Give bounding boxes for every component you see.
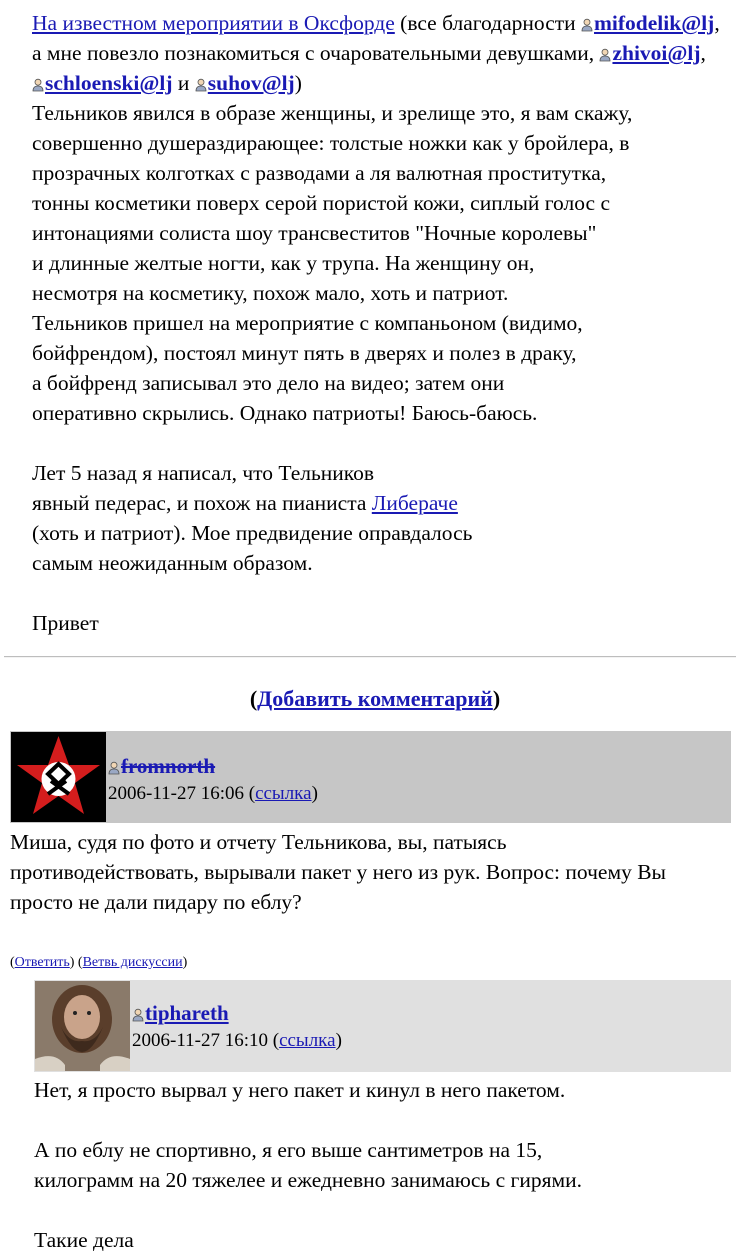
oxford-event-link[interactable]: На известном мероприятии в Оксфорде xyxy=(32,11,395,35)
comment-author[interactable]: fromnorth xyxy=(108,754,215,778)
journal-entry xyxy=(32,8,732,638)
user-icon xyxy=(195,78,207,92)
entry-divider xyxy=(4,656,736,658)
user-icon xyxy=(581,18,593,32)
entry-closing: Привет xyxy=(32,611,99,635)
lj-user-suhov[interactable]: suhov@lj xyxy=(195,71,295,95)
add-comment-link[interactable]: Добавить комментарий xyxy=(257,686,493,711)
comment-date: 2006-11-27 16:10 xyxy=(132,1030,268,1051)
comment-meta: fromnorth 2006-11-27 16:06 (ссылка) xyxy=(108,754,318,804)
bearded-man-avatar[interactable] xyxy=(35,981,130,1071)
entry-paragraph-2: Лет 5 назад я написал, что Тельников явный педерас, и похож на пианиста Либераче (хоть и патриот). Мое предвидение оправдалось самым неожиданным образом. xyxy=(32,461,473,575)
comment-actions: (Ответить) (Ветвь дискуссии) xyxy=(10,955,188,970)
reply-link[interactable]: Ответить xyxy=(14,955,70,970)
comment-date: 2006-11-27 16:06 xyxy=(108,783,244,804)
red-star-avatar[interactable] xyxy=(11,732,106,822)
comment-permalink[interactable]: ссылка xyxy=(279,1030,336,1051)
thread-link[interactable]: Ветвь дискуссии xyxy=(82,955,183,970)
lj-user-schloenski[interactable]: schloenski@lj xyxy=(32,71,173,95)
comment-body-tiphareth: Нет, я просто вырвал у него пакет и кинул в него пакетом. А по еблу не спортивно, я его выше сантиметров на 15, килограмм на 20 тяжелее и ежедневно занимаюсь с гирями. Такие дела xyxy=(34,1078,582,1252)
comment-permalink[interactable]: ссылка xyxy=(255,783,312,804)
user-icon xyxy=(108,761,120,775)
liberace-link[interactable]: Либераче xyxy=(371,491,458,515)
comment-header-tiphareth xyxy=(34,980,731,1072)
comment-meta: tiphareth 2006-11-27 16:10 (ссылка) xyxy=(132,1001,342,1051)
comment-body-fromnorth: Миша, судя по фото и отчету Тельникова, вы, патыясь противодействовать, вырывали пакет у него из рук. Вопрос: почему Вы просто не дали пидару по еблу? xyxy=(10,830,666,914)
user-icon xyxy=(132,1008,144,1022)
lj-user-zhivoi[interactable]: zhivoi@lj xyxy=(599,41,700,65)
comment-author[interactable]: tiphareth xyxy=(132,1001,229,1025)
user-icon xyxy=(32,78,44,92)
add-comment-area: (Добавить комментарий) xyxy=(249,686,501,711)
user-icon xyxy=(599,48,611,62)
entry-paragraph-1: На известном мероприятии в Оксфорде (все благодарности mifodelik@lj, а мне повезло познакомиться с очаровательными девушками, zhivoi@lj, schloenski@lj и suhov@lj) Тельников явился в образе женщины, и зрелище это, я вам скажу, совершенно душераздирающее: толстые ножки как у бройлера, в прозрачных колготках с разводами а ля валютная проститутка, тонны косметики поверх серой пористой кожи, сиплый голос с интонациями солиста шоу трансвеститов "Ночные королевы" и длинные желтые ногти, как у трупа. На женщину он, несмотря на косметику, похож мало, хоть и патриот. Тельников пришел на мероприятие с компаньоном (видимо, бойфрендом), постоял минут пять в дверях и полез в драку, а бойфренд записывал это дело на видео; затем они оперативно скрылись. Однако патриоты! Баюсь-баюсь. xyxy=(32,11,720,425)
lj-user-mifodelik[interactable]: mifodelik@lj xyxy=(581,11,714,35)
comment-header-fromnorth xyxy=(10,731,731,823)
